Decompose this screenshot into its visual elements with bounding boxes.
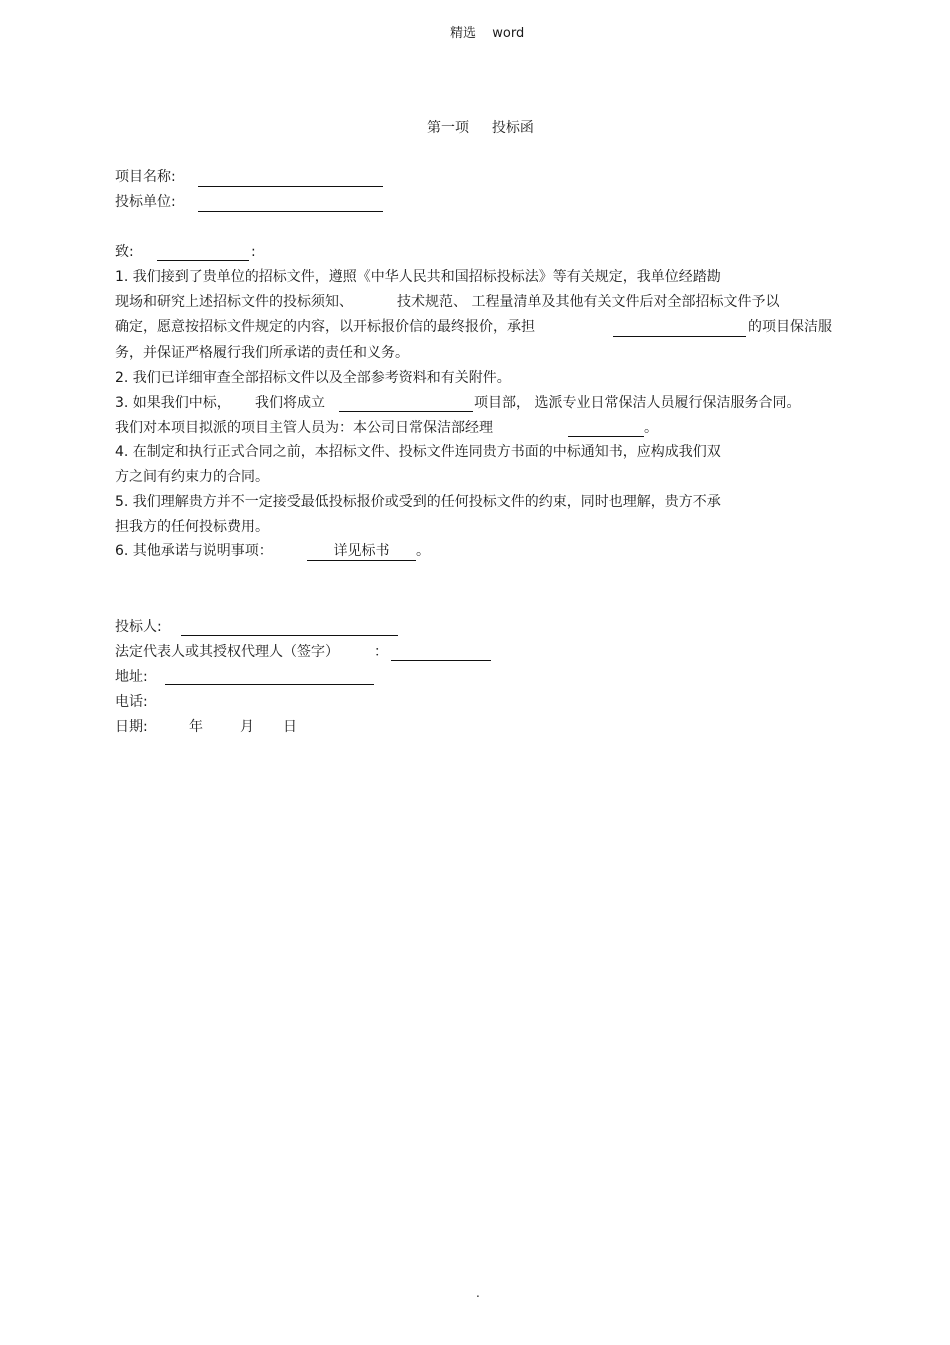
bidder-unit-label: 投标单位: (115, 194, 176, 210)
header-right-text: word (492, 26, 525, 41)
item-3-line-1c: 项目部， 选派专业日常保洁人员履行保洁服务合同。 (474, 395, 801, 411)
item-3-line-1a: 3. 如果我们中标， (115, 395, 231, 411)
project-name-label: 项目名称: (115, 169, 176, 185)
title-section-number: 第一项 (427, 120, 469, 136)
legal-rep-label: 法定代表人或其授权代理人（签字） (115, 644, 339, 660)
page-header (450, 25, 524, 43)
bidder-unit-blank[interactable] (198, 211, 383, 212)
item-2: 2. 我们已详细审查全部招标文件以及全部参考资料和有关附件。 (115, 370, 511, 386)
legal-rep-colon: ： (374, 644, 388, 660)
item-1-line-2b: 技术规范、 工程量清单及其他有关文件后对全部招标文件予以 (397, 294, 780, 310)
phone-label: 电话: (115, 694, 148, 710)
item-4-line-2: 方之间有约束力的合同。 (115, 469, 269, 485)
item-5-line-1: 5. 我们理解贵方并不一定接受最低投标报价或受到的任何投标文件的约束，同时也理解，贵方不承 (115, 494, 721, 510)
item-1-line-2a: 现场和研究上述招标文件的投标须知、 (115, 294, 353, 310)
item-3-line-1b: 我们将成立 (255, 395, 325, 411)
date-month: 月 (240, 719, 254, 735)
bidder-blank[interactable] (181, 635, 398, 636)
project-name-blank[interactable] (198, 186, 383, 187)
item-3-line-2a: 我们对本项目拟派的项目主管人员为：本公司日常保洁部经理 (115, 420, 493, 436)
item-4-line-1: 4. 在制定和执行正式合同之前，本招标文件、投标文件连同贵方书面的中标通知书，应构成我们双 (115, 444, 721, 460)
item-5-line-2: 担我方的任何投标费用。 (115, 519, 269, 535)
date-day: 日 (283, 719, 297, 735)
item-6-end: 。 (416, 543, 430, 559)
bidder-label: 投标人: (115, 619, 162, 635)
address-label: 地址: (115, 669, 148, 685)
to-colon: : (251, 244, 256, 260)
title-section-name: 投标函 (491, 120, 534, 136)
footer-mark: . (476, 1286, 480, 1300)
date-year: 年 (189, 719, 203, 735)
undertaking-blank[interactable] (613, 336, 746, 337)
header-left-text: 精选 (450, 26, 477, 41)
item-1-line-3a: 确定，愿意按招标文件规定的内容，以开标报价信的最终报价，承担 (115, 319, 535, 335)
page-title (427, 119, 534, 137)
to-recipient-blank[interactable] (157, 260, 249, 261)
supervisor-blank[interactable] (568, 436, 644, 437)
legal-rep-signature-blank[interactable] (391, 660, 491, 661)
item-1-line-1: 1. 我们接到了贵单位的招标文件，遵照《中华人民共和国招标投标法》等有关规定，我单位经踏勘 (115, 269, 721, 285)
to-label: 致: (115, 244, 134, 260)
address-blank[interactable] (165, 684, 374, 685)
item-6-label: 6. 其他承诺与说明事项： (115, 543, 273, 559)
item-1-line-3b: 的项目保洁服 (748, 319, 832, 335)
item-1-line-4: 务，并保证严格履行我们所承诺的责任和义务。 (115, 345, 409, 361)
project-dept-blank[interactable] (339, 411, 473, 412)
date-label: 日期: (115, 719, 148, 735)
item-3-line-2b: 。 (644, 420, 658, 436)
other-commitments-value[interactable]: 详见标书 (307, 542, 416, 561)
